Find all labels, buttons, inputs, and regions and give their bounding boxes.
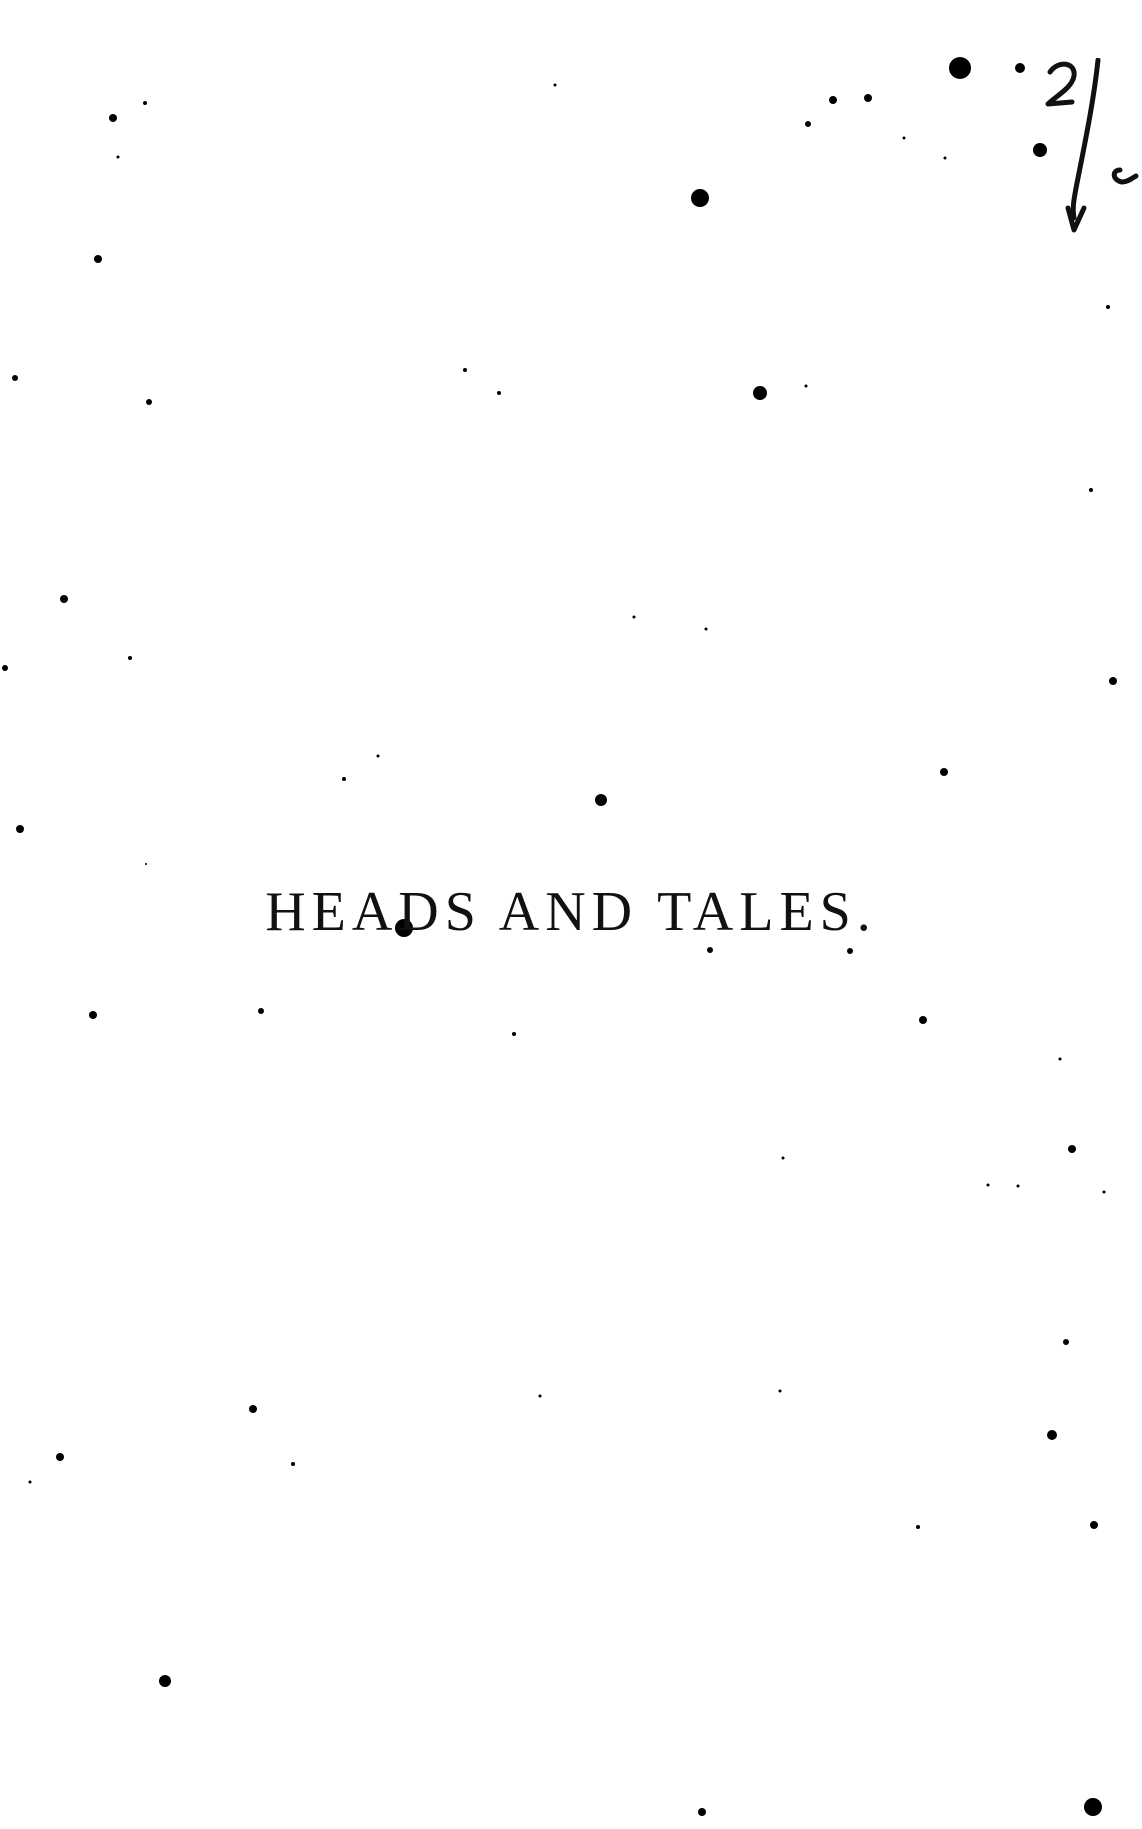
- speckle: [691, 189, 709, 207]
- speckle: [29, 1481, 32, 1484]
- speckle: [1106, 305, 1110, 309]
- speckle: [12, 375, 18, 381]
- speckle: [864, 94, 872, 102]
- speckle: [89, 1011, 97, 1019]
- speckle: [2, 665, 8, 671]
- speckle: [94, 255, 102, 263]
- speckle: [463, 368, 467, 372]
- speckle: [987, 1184, 990, 1187]
- speckle: [249, 1405, 257, 1413]
- speckle: [128, 656, 132, 660]
- page-title: HEADS AND TALES.: [265, 880, 877, 943]
- speckle: [56, 1453, 64, 1461]
- speckle: [847, 948, 853, 954]
- speckle: [1103, 1191, 1106, 1194]
- speckle: [512, 1032, 516, 1036]
- speckle: [539, 1395, 542, 1398]
- speckle: [705, 628, 708, 631]
- speckle: [805, 385, 808, 388]
- speckle: [1084, 1798, 1102, 1816]
- speckle: [1068, 1145, 1076, 1153]
- speckle: [940, 768, 948, 776]
- speckle: [1109, 677, 1117, 685]
- speckle: [1090, 1521, 1098, 1529]
- speckle: [805, 121, 811, 127]
- speckle: [554, 84, 557, 87]
- speckle: [782, 1157, 785, 1160]
- speckle: [146, 399, 152, 405]
- speckle: [916, 1525, 920, 1529]
- speckle: [143, 101, 147, 105]
- speckle: [1015, 63, 1025, 73]
- handwritten-price-mark-icon: [1040, 58, 1140, 248]
- speckle: [1063, 1339, 1069, 1345]
- speckle: [291, 1462, 295, 1466]
- speckle: [16, 825, 24, 833]
- speckle: [377, 755, 380, 758]
- speckle: [497, 391, 501, 395]
- speckle: [633, 616, 636, 619]
- speckle: [258, 1008, 264, 1014]
- speckle: [779, 1390, 782, 1393]
- speckle: [595, 794, 607, 806]
- speckle: [829, 96, 837, 104]
- speckle: [145, 863, 147, 865]
- speckle: [1017, 1185, 1020, 1188]
- speckle: [949, 57, 971, 79]
- speckle: [109, 114, 117, 122]
- speckle: [342, 777, 346, 781]
- speckle: [1089, 488, 1093, 492]
- speckle: [698, 1808, 706, 1816]
- speckle: [753, 386, 767, 400]
- speckle: [1047, 1430, 1057, 1440]
- speckle: [919, 1016, 927, 1024]
- speckle: [60, 595, 68, 603]
- speckle: [117, 156, 120, 159]
- speckle: [159, 1675, 171, 1687]
- speckle: [944, 157, 947, 160]
- speckle: [1059, 1058, 1062, 1061]
- speckle: [903, 137, 906, 140]
- speckle: [707, 947, 713, 953]
